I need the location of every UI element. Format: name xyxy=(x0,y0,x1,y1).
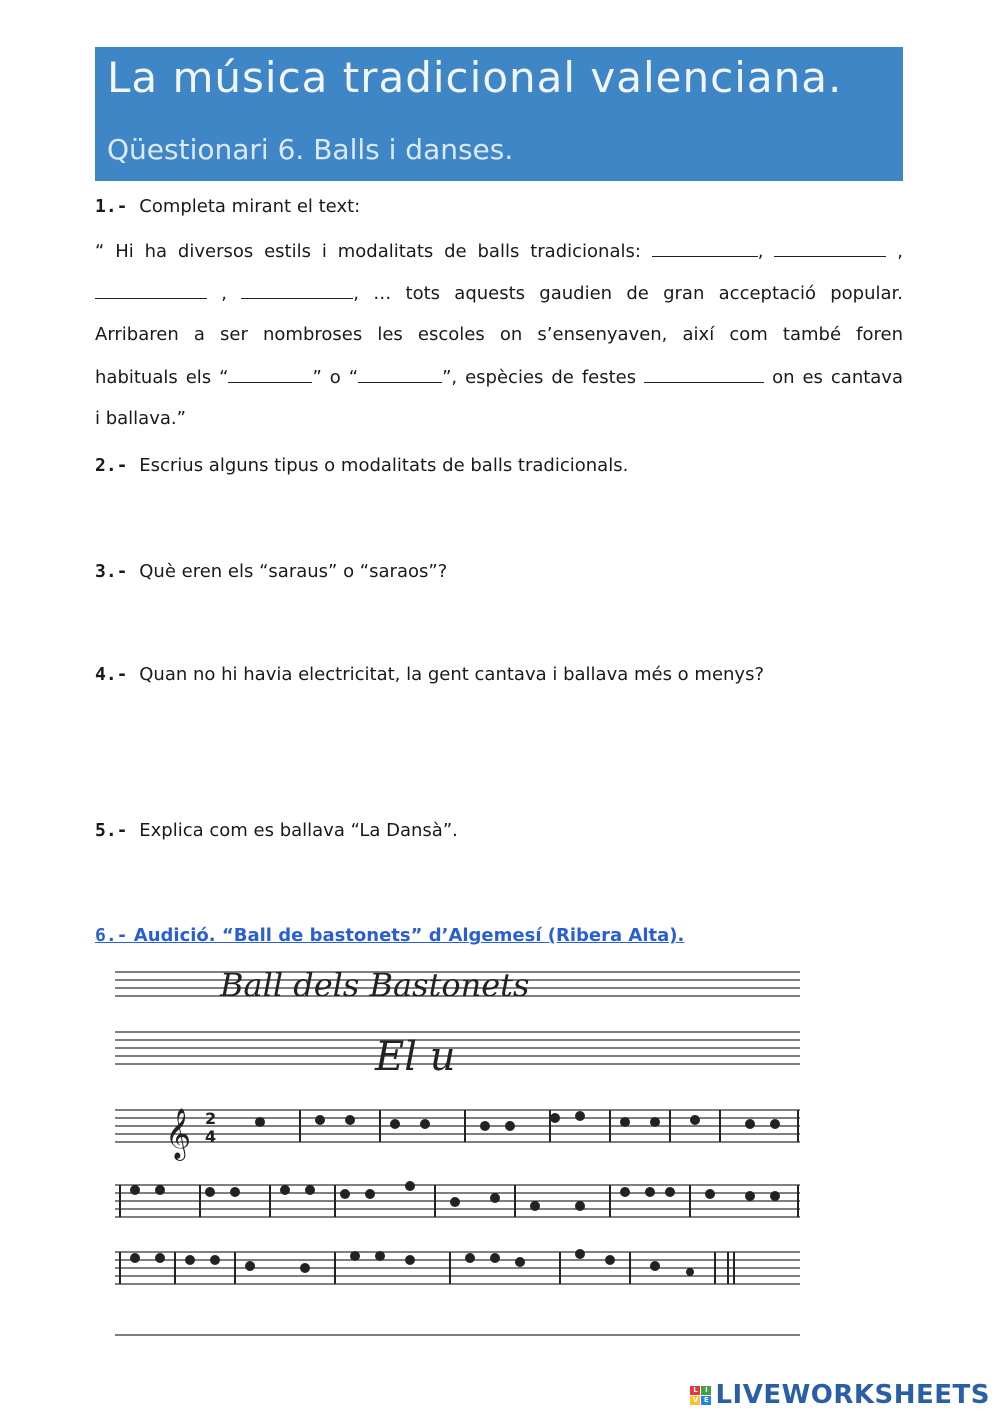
question-5-number: 5.- xyxy=(95,820,128,841)
blank-5[interactable] xyxy=(228,356,312,383)
notes-row-3 xyxy=(120,1250,734,1284)
logo-letter: V xyxy=(690,1396,700,1405)
text-line: Arribaren a ser nombroses les escoles on s’ensenyaven, així com també foren xyxy=(95,324,903,345)
logo-letter: E xyxy=(701,1396,711,1405)
liveworksheets-logo-icon xyxy=(690,1386,711,1405)
question-1-number: 1.- xyxy=(95,196,128,217)
header-banner xyxy=(95,47,903,181)
question-2-text: Escrius alguns tipus o modalitats de balls tradicionals. xyxy=(139,455,629,476)
question-4-text: Quan no hi havia electricitat, la gent cantava i ballava més o menys? xyxy=(139,664,765,685)
blank-6[interactable] xyxy=(358,356,442,383)
score-subheading: El u xyxy=(375,1034,456,1080)
question-4-number: 4.- xyxy=(95,664,128,685)
brand-name: LIVEWORKSHEETS xyxy=(715,1380,990,1410)
text-line: habituals els “ ” o “ ”, espècies de festes on es cantava xyxy=(95,356,903,398)
score-heading: Ball dels Bastonets xyxy=(220,966,530,1004)
question-4 xyxy=(95,664,764,685)
staff-lines-3 xyxy=(115,1110,800,1142)
blank-4[interactable] xyxy=(241,272,353,299)
blank-1[interactable] xyxy=(652,230,758,257)
page-subtitle: Qüestionari 6. Balls i danses. xyxy=(107,133,514,166)
page-title: La música tradicional valenciana. xyxy=(107,53,843,102)
question-2-number: 2.- xyxy=(95,455,128,476)
question-6-text: Audició. “Ball de bastonets” d’Algemesí (Ribera Alta). xyxy=(133,925,685,946)
blank-3[interactable] xyxy=(95,272,207,299)
blank-2[interactable] xyxy=(774,230,886,257)
logo-letter: L xyxy=(690,1386,700,1395)
time-signature-bottom: 4 xyxy=(205,1127,217,1146)
question-5 xyxy=(95,820,458,841)
question-1-heading xyxy=(95,196,360,217)
logo-letter: I xyxy=(701,1386,711,1395)
question-1-text xyxy=(95,230,903,440)
question-1-prompt: Completa mirant el text: xyxy=(139,196,361,217)
blank-7[interactable] xyxy=(644,356,764,383)
question-3-text: Què eren els “saraus” o “saraos”? xyxy=(139,561,448,582)
question-2 xyxy=(95,455,628,476)
staff-lines-2 xyxy=(115,1032,800,1064)
text-line: , , … tots aquests gaudien de gran acceptació popular. xyxy=(95,272,903,314)
question-6-link[interactable] xyxy=(95,925,684,946)
question-3 xyxy=(95,561,447,582)
sheet-music-image xyxy=(110,960,810,1350)
question-5-text: Explica com es ballava “La Dansà”. xyxy=(139,820,458,841)
treble-clef-icon: 𝄞 xyxy=(165,1108,192,1159)
time-signature-top: 2 xyxy=(205,1109,217,1128)
text-line: i ballava.” xyxy=(95,408,186,429)
notes-row-2 xyxy=(120,1182,798,1217)
question-6-number: 6.- xyxy=(95,925,128,946)
question-3-number: 3.- xyxy=(95,561,128,582)
text-line: “ Hi ha diversos estils i modalitats de balls tradicionals: , , xyxy=(95,230,903,272)
footer-brand xyxy=(690,1378,990,1412)
